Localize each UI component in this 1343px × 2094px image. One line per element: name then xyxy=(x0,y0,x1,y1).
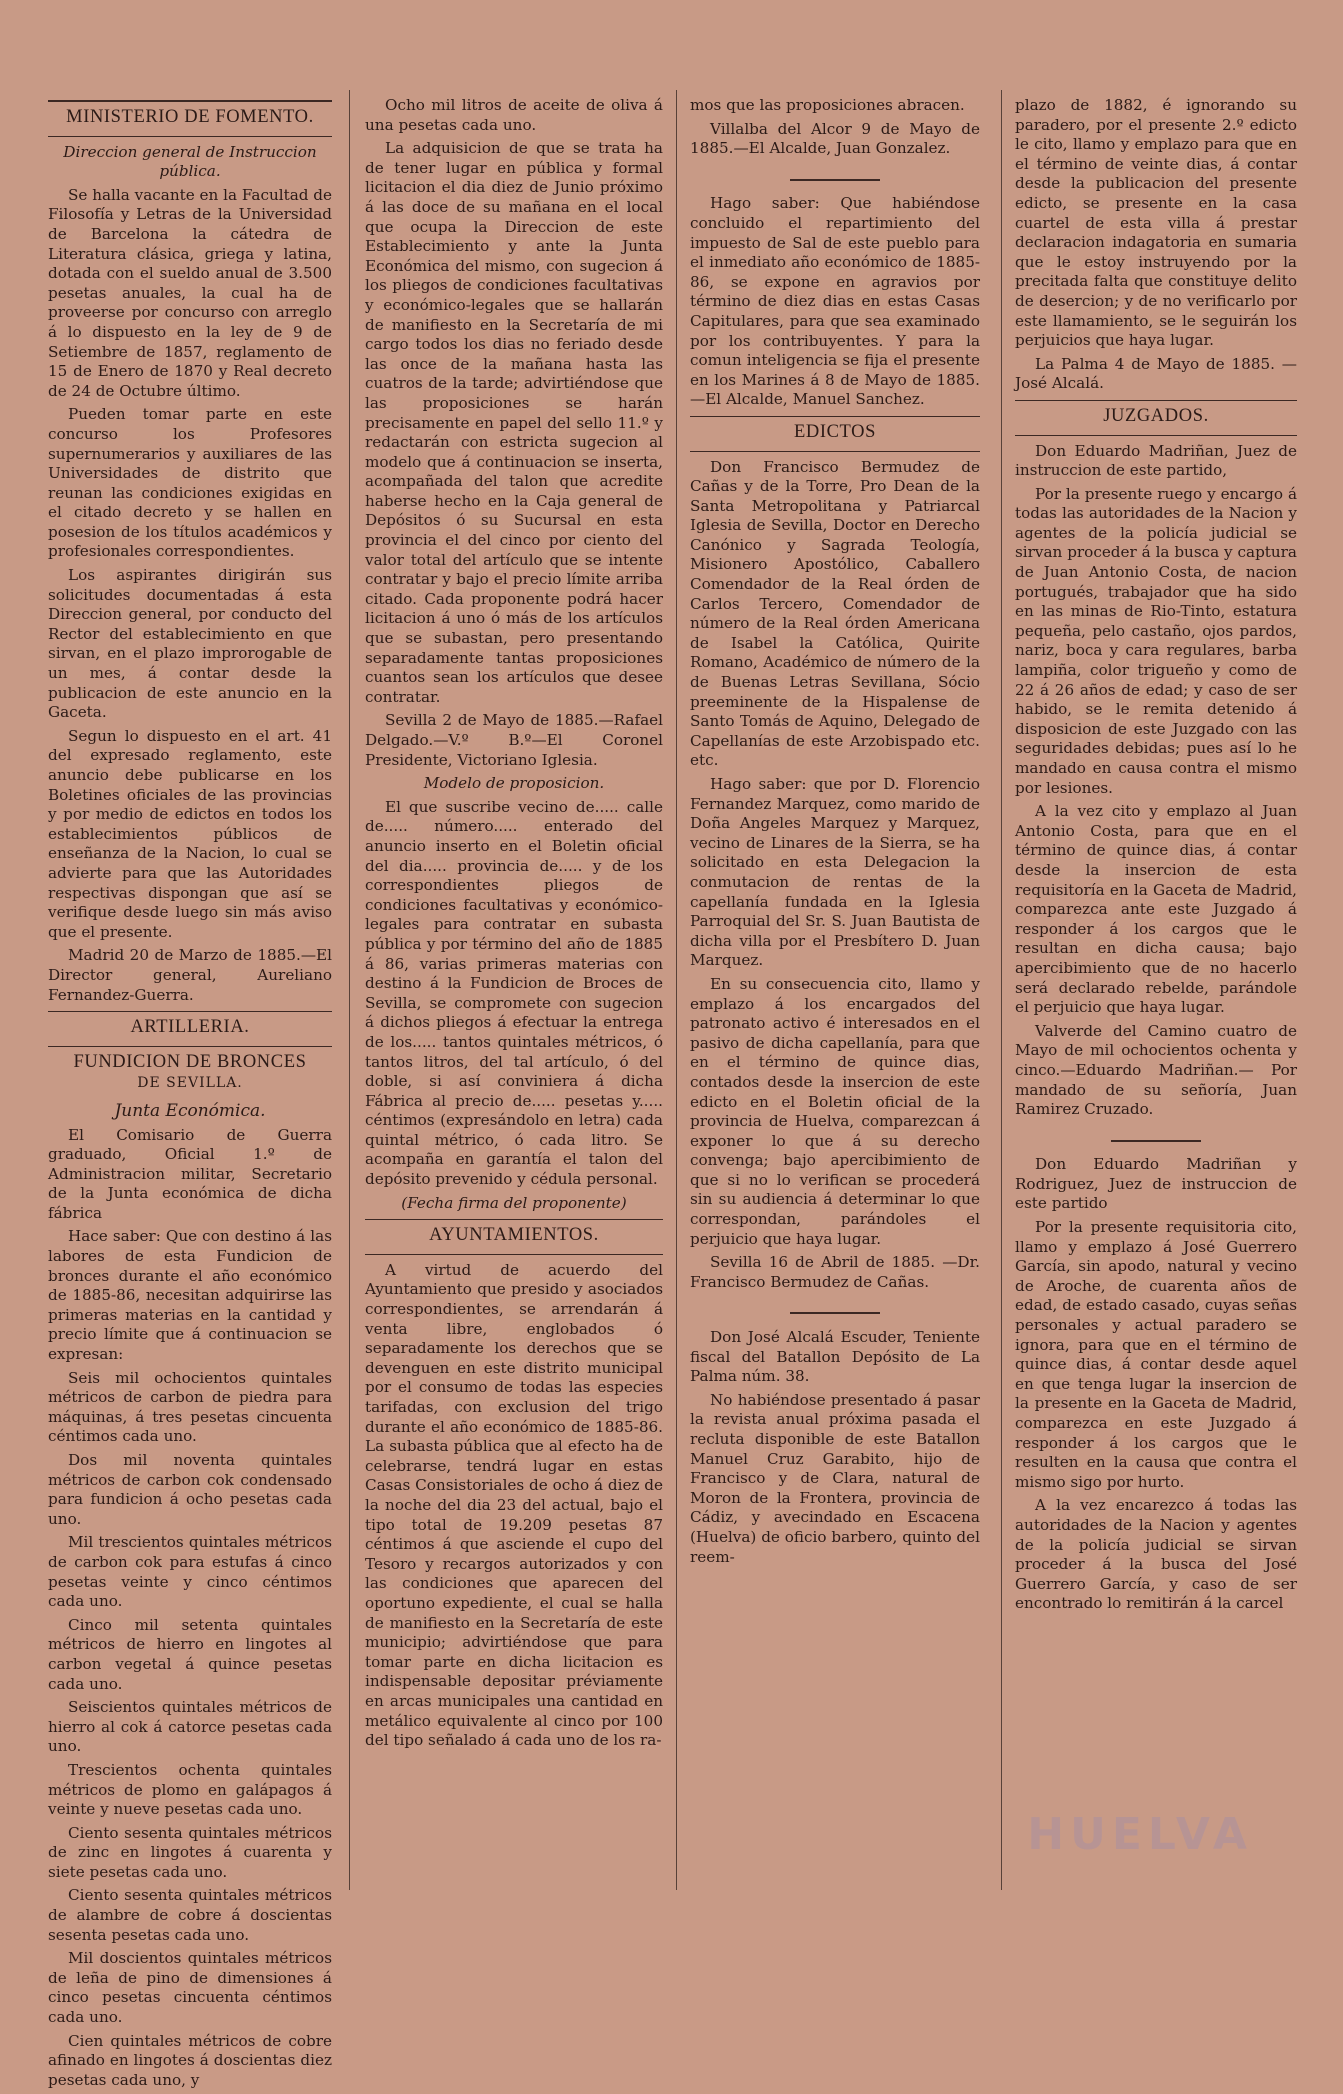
paragraph: Sevilla 16 de Abril de 1885. —Dr. Francisco Bermudez de Cañas. xyxy=(690,1253,980,1291)
rule xyxy=(365,1254,663,1255)
paragraph: Dos mil noventa quintales métricos de carbon cok condensado para fundicion á ocho pesetas cada uno. xyxy=(48,1451,332,1528)
paragraph: Ciento sesenta quintales métricos de zinc en lingotes á cuarenta y siete pesetas cada uno. xyxy=(48,1823,332,1881)
paragraph: El que suscribe vecino de..... calle de..... número..... enterado del anuncio inserto en el Boletin oficial del dia..... provincia de..... y de los correspondientes pliegos de condiciones facultativas y económico-legales para contratar en subasta pública y por término del año de 1885 á 86, varias primeras materias con destino á la Fundicion de Broces de Sevilla, se compromete con sugecion á dichos pliegos á efectuar la entrega de los..... tantos quintales métricos, ó tantos litros, del tal artículo, ó del doble, si así conviniera á dicha Fábrica al precio de..... pesetas y..... céntimos (expresándolo en letra) cada quintal métrico, ó cada litro. Se acompaña en garantía el talon del depósito prevenido y cédula personal. xyxy=(365,797,663,1189)
subheading-modelo: Modelo de proposicion. xyxy=(423,774,605,793)
paragraph: No habiéndose presentado á pasar la revista anual próxima pasada el recluta disponible de este Batallon Manuel Cruz Garabito, hijo de Francisco y de Clara, natural de Moron de la Frontera, provincia de Cádiz, y avecindado en Escacena (Huelva) de oficio barbero, quinto del reem- xyxy=(690,1390,980,1566)
rule xyxy=(365,1219,663,1220)
paragraph: Seis mil ochocientos quintales métricos de carbon de piedra para máquinas, á tres pesetas cincuenta céntimos cada uno. xyxy=(48,1368,332,1446)
paragraph: Ciento sesenta quintales métricos de alambre de cobre á doscientas sesenta pesetas cada uno. xyxy=(48,1886,332,1944)
column-3 xyxy=(690,96,980,1571)
heading-fundicion: FUNDICION DE BRONCES xyxy=(73,1051,307,1072)
column-1 xyxy=(48,96,332,2094)
heading-artilleria: ARTILLERIA. xyxy=(130,1017,250,1038)
rule xyxy=(1015,400,1297,401)
rule xyxy=(690,451,980,452)
paragraph: plazo de 1882, é ignorando su paradero, por el presente 2.º edicto le cito, llamo y emplazo para que en el término de veinte dias, á contar desde la publicacion del presente edicto, se presente en la casa cuartel de esta villa á prestar declaracion indagatoria en sumaria que le estoy instruyendo por la precitada falta que constituye delito de desercion; y de no verificarlo por este llamamiento, se le seguirán los perjuicios que haya lugar. xyxy=(1015,96,1297,350)
paragraph: Sevilla 2 de Mayo de 1885.—Rafael Delgado.—V.º B.º—El Coronel Presidente, Victoriano Iglesia. xyxy=(365,711,663,769)
paragraph: La Palma 4 de Mayo de 1885. —José Alcalá. xyxy=(1015,354,1297,393)
paragraph: A la vez encarezco á todas las autoridades de la Nacion y agentes de la policía judicial se sirvan proceder á la busca del José Guerrero García, y caso de ser encontrado lo remitirán á la carcel xyxy=(1015,1496,1297,1613)
rule xyxy=(48,136,332,137)
paragraph: La adquisicion de que se trata ha de tener lugar en pública y formal licitacion el dia diez de Junio próximo á las doce de su mañana en el local que ocupa la Direccion de este Establecimiento y ante la Junta Económica del mismo, con sugecion á los pliegos de condiciones facultativas y económico-legales que se hallarán de manifiesto en la Secretaría de mi cargo todos los dias no feriado desde las once de la mañana hasta las cuatros de la tarde; advirtiéndose que las proposiciones se harán precisamente en papel del sello 11.º y redactarán con estricta sugecion al modelo que á continuacion se inserta, acompañada del talon que acredite haberse hecho en la Caja general de Depósitos ó su Sucursal en esta provincia el del cinco por ciento del valor total del artículo que se intente contratar y bajo el precio límite arriba citado. Cada proponente podrá hacer licitacion á uno ó más de los artículos que se subastan, pero presentando separadamente tantas proposiciones cuantos sean los artículos que desee contratar. xyxy=(365,139,663,706)
paragraph: Cinco mil setenta quintales métricos de hierro en lingotes al carbon vegetal á quince pesetas cada uno. xyxy=(48,1615,332,1693)
paragraph: Por la presente requisitoria cito, llamo y emplazo á José Guerrero García, sin apodo, natural y vecino de Aroche, de cuarenta años de edad, de estado casado, cuyas señas personales y actual paradero se ignora, para que en el término de quince dias, á contar desde aquel en que tenga lugar la insercion de la presente en la Gaceta de Madrid, comparezca en este Juzgado á responder á los cargos que le resulten en la causa que contra el mismo sigo por hurto. xyxy=(1015,1218,1297,1491)
column-separator xyxy=(676,90,677,1890)
paragraph: Don Eduardo Madriñan, Juez de instruccion de este partido, xyxy=(1015,441,1297,480)
paragraph: Mil doscientos quintales métricos de leña de pino de dimensiones á cinco pesetas cincuenta céntimos cada uno. xyxy=(48,1949,332,2027)
paragraph: Don Francisco Bermudez de Cañas y de la Torre, Pro Dean de la Santa Metropolitana y Patriarcal Iglesia de Sevilla, Doctor en Derecho Canónico y Sagrada Teología, Misionero Apostólico, Caballero Comendador de la Real órden de Carlos Tercero, Comendador de número de la Real órden Americana de Isabel la Católica, Quirite Romano, Académico de número de la de Buenas Letras Sevillana, Sócio preeminente de la Hispalense de Santo Tomás de Aquino, Delegado de Capellanías de este Arzobispado etc. etc. xyxy=(690,457,980,770)
heading-edictos: EDICTOS xyxy=(794,421,876,442)
subheading-junta: Junta Económica. xyxy=(114,1100,266,1121)
heading-sevilla: DE SEVILLA. xyxy=(137,1075,243,1092)
paragraph: Pueden tomar parte en este concurso los Profesores supernumerarios y auxiliares de las Universidades de distrito que reunan las condiciones exigidas en el citado decreto y se hallen en posesion de los títulos académicos y profesionales correspondientes. xyxy=(48,405,332,561)
rule xyxy=(48,100,332,102)
rule xyxy=(48,1011,332,1012)
paragraph: Mil trescientos quintales métricos de carbon cok para estufas á cinco pesetas veinte y cinco céntimos cada uno. xyxy=(48,1533,332,1611)
divider xyxy=(690,167,980,187)
divider xyxy=(1015,1128,1297,1148)
paragraph: Trescientos ochenta quintales métricos de plomo en galápagos á veinte y nueve pesetas cada uno. xyxy=(48,1760,332,1819)
paragraph: Hago saber: Que habiéndose concluido el repartimiento del impuesto de Sal de este pueblo para el inmediato año económico de 1885-86, se expone en agravios por término de diez dias en estas Casas Capitulares, para que sea examinado por los contribuyentes. Y para la comun inteligencia se fija el presente en los Marines á 8 de Mayo de 1885.—El Alcalde, Manuel Sanchez. xyxy=(690,194,980,409)
paragraph: A virtud de acuerdo del Ayuntamiento que presido y asociados correspondientes, se arrendarán á venta libre, englobados ó separadamente los derechos que se devenguen en este distrito municipal por el consumo de todas las especies tarifadas, con exclusion del trigo durante el año económico de 1885-86. La subasta pública que al efecto ha de celebrarse, tendrá lugar en estas Casas Consistoriales de ocho á diez de la noche del dia 23 del actual, bajo el tipo total de 19.209 pesetas 87 céntimos á que asciende el cupo del Tesoro y recargos autorizados y con las condiciones que aparecen del oportuno expediente, el cual se halla de manifiesto en la Secretaría de este municipio; advirtiéndose que para tomar parte en dicha licitacion es indispensable depositar préviamente en arcas municipales una cantidad en metálico equivalente al cinco por 100 del tipo señalado á cada uno de los ra- xyxy=(365,1260,663,1750)
paragraph: Por la presente ruego y encargo á todas las autoridades de la Nacion y agentes de la policía judicial se sirvan proceder á la busca y captura de Juan Antonio Costa, de nacion portugués, trabajador que ha sido en las minas de Rio-Tinto, estatura pequeña, pelo castaño, ojos pardos, nariz, boca y cara regulares, barba lampiña, color trigueño y como de 22 á 26 años de edad; y caso de ser habido, se le remita detenido á disposicion de este Juzgado con las seguridades debidas; pues así lo he mandado en causa contra el mismo por lesiones. xyxy=(1015,484,1297,797)
paragraph: Cien quintales métricos de cobre afinado en lingotes á doscientas diez pesetas cada uno, y xyxy=(48,2031,332,2089)
paragraph: Seiscientos quintales métricos de hierro al cok á catorce pesetas cada uno. xyxy=(48,1698,332,1756)
rule xyxy=(1015,435,1297,436)
signature-line: (Fecha firma del proponente) xyxy=(401,1193,627,1212)
paragraph: Villalba del Alcor 9 de Mayo de 1885.—El Alcalde, Juan Gonzalez. xyxy=(690,119,980,158)
paragraph: Hace saber: Que con destino á las labores de esta Fundicion de bronces durante el año económico de 1885-86, necesitan adquirirse las primeras materias en la cantidad y precio límite que á continuacion se expresan: xyxy=(48,1227,332,1364)
subheading-direccion: Direccion general de Instruccion pública. xyxy=(63,142,317,181)
rule xyxy=(48,1046,332,1047)
paragraph: A la vez cito y emplazo al Juan Antonio Costa, para que en el término de quince dias, á contar desde la insercion de esta requisitoría en la Gaceta de Madrid, comparezca ante este Juzgado á responder á los cargos que le resultan en dicha causa; bajo apercibimiento que de no hacerlo será declarado rebelde, parándole el perjuicio que haya lugar. xyxy=(1015,802,1297,1017)
rule xyxy=(690,416,980,417)
divider xyxy=(690,1300,980,1320)
paragraph: Se halla vacante en la Facultad de Filosofía y Letras de la Universidad de Barcelona la cátedra de Literatura clásica, griega y latina, dotada con el sueldo anual de 3.500 pesetas anuales, la cual ha de proveerse por concurso con arreglo á lo dispuesto en la ley de 9 de Setiembre de 1857, reglamento de 15 de Enero de 1870 y Real decreto de 24 de Octubre último. xyxy=(48,185,333,400)
column-separator xyxy=(1001,90,1002,1890)
paragraph: Madrid 20 de Marzo de 1885.—El Director general, Aureliano Fernandez-Guerra. xyxy=(48,946,332,1004)
paragraph: Valverde del Camino cuatro de Mayo de mil ochocientos ochenta y cinco.—Eduardo Madriñan.— Por mandado de su señoría, Juan Ramirez Cruzado. xyxy=(1015,1021,1297,1119)
column-4 xyxy=(1015,96,1297,1618)
paragraph: En su consecuencia cito, llamo y emplazo á los encargados del patronato activo é interesados en el pasivo de dicha capellanía, para que en el término de quince dias, contados desde la insercion de este edicto en el Boletin oficial de la provincia de Huelva, comparezcan á exponer lo que á su derecho convenga; bajo apercibimiento de que si no lo verifican se procederá sin su audiencia á determinar lo que correspondan, parándoles el perjuicio que haya lugar. xyxy=(690,974,980,1248)
heading-juzgados: JUZGADOS. xyxy=(1103,405,1209,426)
heading-ayuntamientos: AYUNTAMIENTOS. xyxy=(429,1225,599,1246)
paragraph: mos que las proposiciones abracen. xyxy=(690,96,965,114)
column-2 xyxy=(365,96,663,1755)
paragraph: Segun lo dispuesto en el art. 41 del expresado reglamento, este anuncio debe publicarse en los Boletines oficiales de las provincias y por medio de edictos en todos los establecimientos públicos de enseñanza de la Nacion, lo cual se advierte para que las Autoridades respectivas dispongan que así se verifique desde luego sin más aviso que el presente. xyxy=(48,726,332,941)
paragraph: Ocho mil litros de aceite de oliva á una pesetas cada uno. xyxy=(365,96,663,134)
paragraph: Los aspirantes dirigirán sus solicitudes documentadas á esta Direccion general, por conducto del Rector del establecimiento en que sirvan, en el plazo improrogable de un mes, á contar desde la publicacion de este anuncio en la Gaceta. xyxy=(48,566,332,722)
heading-ministerio: MINISTERIO DE FOMENTO. xyxy=(66,107,314,127)
watermark: HUELVA xyxy=(1027,1809,1253,1860)
paragraph: Hago saber: que por D. Florencio Fernandez Marquez, como marido de Doña Angeles Marquez y Marquez, vecino de Linares de la Sierra, se ha solicitado en esta Delegacion la conmutacion de rentas de la capellanía fundada en la Iglesia Parroquial del Sr. S. Juan Bautista de dicha villa por el Presbítero D. Juan Marquez. xyxy=(690,775,980,970)
paragraph: Don José Alcalá Escuder, Teniente fiscal del Batallon Depósito de La Palma núm. 38. xyxy=(690,1328,980,1386)
column-separator xyxy=(349,90,350,1890)
paragraph: Don Eduardo Madriñan y Rodriguez, Juez de instruccion de este partido xyxy=(1015,1155,1297,1213)
paragraph: El Comisario de Guerra graduado, Oficial 1.º de Administracion militar, Secretario de la Junta económica de dicha fábrica xyxy=(48,1125,332,1222)
